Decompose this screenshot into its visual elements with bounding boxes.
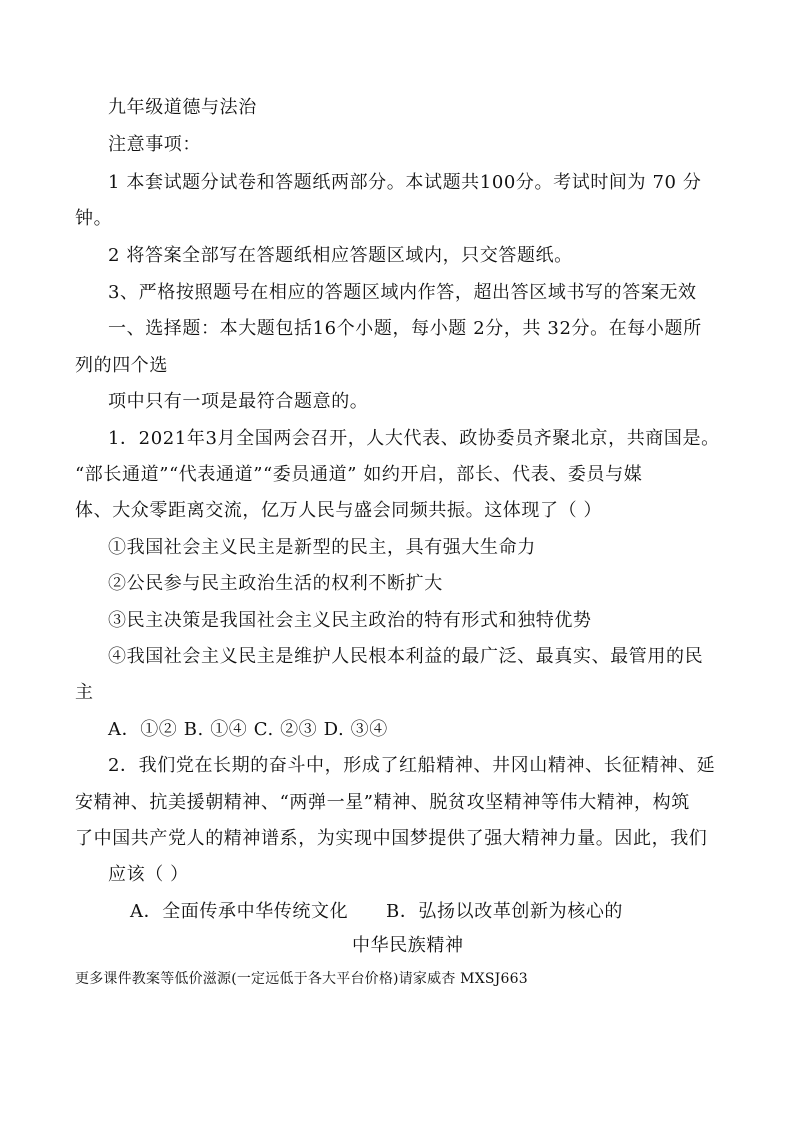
question-1-answers: A．①② B. ①④ C. ②③ D. ③④ xyxy=(108,719,388,740)
exam-title: 九年级道德与法治 xyxy=(108,97,257,118)
section-heading: 一、选择题：本大题包括16个小题，每小题 2分，共 32分。在每小题所 xyxy=(108,318,702,339)
question-2-stem-line3: 了中国共产党人的精神谱系，为实现中国梦提供了强大精神力量。因此，我们 xyxy=(75,828,708,849)
footer-note: 更多课件教案等低价滋源(一定远低于各大平台价格)请家威杏 MXSJ663 xyxy=(75,971,528,987)
question-1-option-4-cont: 主 xyxy=(75,682,94,703)
question-2-stem-line2: 安精神、抗美援朝精神、“两弹一星”精神、脱贫攻坚精神等伟大精神，构筑 xyxy=(75,792,690,813)
question-2-option-a: A．全面传承中华传统文化 xyxy=(130,901,349,922)
question-2-stem: 2．我们党在长期的奋斗中，形成了红船精神、井冈山精神、长征精神、延 xyxy=(108,755,716,776)
section-heading-cont: 列的四个选 xyxy=(75,355,168,376)
question-2-option-b-cont: 中华民族精神 xyxy=(352,935,464,956)
notice-item-1-cont: 钟。 xyxy=(75,208,113,229)
notice-item-1: 1 本套试题分试卷和答题纸两部分。本试题共100分。考试时间为 70 分 xyxy=(108,172,702,193)
question-2-stem-line4: 应该（ ） xyxy=(108,864,189,885)
question-1-stem-line3: 体、大众零距离交流，亿万人民与盛会同频共振。这体现了（ ） xyxy=(75,500,603,521)
question-1-option-4: ④我国社会主义民主是维护人民根本利益的最广泛、最真实、最管用的民 xyxy=(108,646,704,667)
question-2-option-b: B．弘扬以改革创新为核心的 xyxy=(386,901,624,922)
question-1-option-2: ②公民参与民主政治生活的权利不断扩大 xyxy=(108,573,443,594)
question-1-stem: 1．2021年3月全国两会召开，人大代表、政协委员齐聚北京，共商国是。 xyxy=(108,428,720,449)
section-instruction: 项中只有一项是最符合题意的。 xyxy=(108,391,369,412)
question-1-stem-line2: “部长通道”“代表通道”“委员通道” 如约开启，部长、代表、委员与媒 xyxy=(75,464,643,485)
notice-item-2: 2 将答案全部写在答题纸相应答题区域内，只交答题纸。 xyxy=(108,245,573,266)
question-1-option-3: ③民主决策是我国社会主义民主政治的特有形式和独特优势 xyxy=(108,610,592,631)
notice-heading: 注意事项： xyxy=(108,134,201,155)
notice-item-3: 3、严格按照题号在相应的答题区域内作答，超出答区域书写的答案无效 xyxy=(108,282,697,303)
question-1-option-1: ①我国社会主义民主是新型的民主，具有强大生命力 xyxy=(108,537,536,558)
